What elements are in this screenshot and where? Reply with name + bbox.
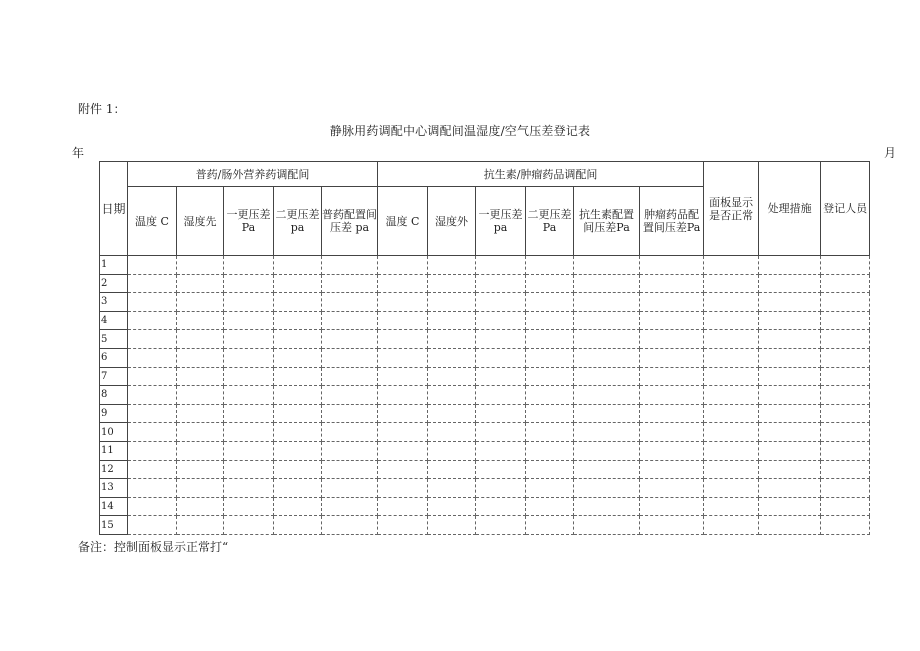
day-number: 6 [100, 348, 128, 367]
entry-cell[interactable] [526, 497, 574, 516]
g1-temperature-header: 温度 C [128, 187, 177, 256]
entry-cell[interactable] [574, 386, 640, 405]
entry-cell[interactable] [574, 497, 640, 516]
entry-cell[interactable] [821, 386, 870, 405]
day-number: 10 [100, 423, 128, 442]
entry-cell[interactable] [428, 479, 476, 498]
entry-cell[interactable] [428, 441, 476, 460]
entry-cell[interactable] [274, 497, 322, 516]
entry-cell[interactable] [704, 441, 759, 460]
entry-cell[interactable] [704, 274, 759, 293]
entry-cell[interactable] [274, 516, 322, 535]
entry-cell[interactable] [759, 367, 821, 386]
entry-cell[interactable] [322, 293, 378, 312]
entry-cell[interactable] [322, 274, 378, 293]
day-number: 7 [100, 367, 128, 386]
entry-cell[interactable] [640, 516, 704, 535]
entry-cell[interactable] [224, 386, 274, 405]
entry-cell[interactable] [128, 423, 177, 442]
entry-cell[interactable] [640, 497, 704, 516]
entry-cell[interactable] [378, 311, 428, 330]
entry-cell[interactable] [821, 516, 870, 535]
entry-cell[interactable] [378, 460, 428, 479]
entry-cell[interactable] [759, 330, 821, 349]
entry-cell[interactable] [476, 330, 526, 349]
entry-cell[interactable] [428, 311, 476, 330]
entry-cell[interactable] [759, 479, 821, 498]
entry-cell[interactable] [526, 256, 574, 275]
entry-cell[interactable] [378, 367, 428, 386]
table-row [100, 386, 870, 405]
g2-temperature-header: 温度 C [378, 187, 428, 256]
entry-cell[interactable] [322, 386, 378, 405]
entry-cell[interactable] [177, 348, 224, 367]
table-row [100, 293, 870, 312]
entry-cell[interactable] [704, 311, 759, 330]
entry-cell[interactable] [640, 423, 704, 442]
entry-cell[interactable] [476, 256, 526, 275]
group1-header: 普药/肠外营养药调配间 [128, 162, 378, 187]
entry-cell[interactable] [574, 423, 640, 442]
entry-cell[interactable] [640, 460, 704, 479]
entry-cell[interactable] [640, 441, 704, 460]
entry-cell[interactable] [821, 330, 870, 349]
entry-cell[interactable] [378, 497, 428, 516]
entry-cell[interactable] [274, 404, 322, 423]
group2-header: 抗生素/肿瘤药品调配间 [378, 162, 704, 187]
table-row [100, 330, 870, 349]
entry-cell[interactable] [704, 367, 759, 386]
entry-cell[interactable] [476, 516, 526, 535]
table-row [100, 274, 870, 293]
entry-cell[interactable] [574, 330, 640, 349]
entry-cell[interactable] [428, 348, 476, 367]
page-title: 静脉用药调配中心调配间温湿度/空气压差登记表 [329, 124, 591, 138]
entry-cell[interactable] [476, 404, 526, 423]
entry-cell[interactable] [640, 256, 704, 275]
entry-cell[interactable] [526, 460, 574, 479]
entry-cell[interactable] [476, 311, 526, 330]
entry-cell[interactable] [128, 256, 177, 275]
entry-cell[interactable] [574, 256, 640, 275]
day-number: 14 [100, 497, 128, 516]
entry-cell[interactable] [128, 367, 177, 386]
entry-cell[interactable] [128, 330, 177, 349]
entry-cell[interactable] [704, 348, 759, 367]
entry-cell[interactable] [224, 516, 274, 535]
entry-cell[interactable] [759, 348, 821, 367]
entry-cell[interactable] [640, 311, 704, 330]
table-row [100, 311, 870, 330]
entry-cell[interactable] [322, 256, 378, 275]
entry-cell[interactable] [428, 367, 476, 386]
entry-cell[interactable] [821, 256, 870, 275]
entry-cell[interactable] [224, 423, 274, 442]
entry-cell[interactable] [574, 293, 640, 312]
entry-cell[interactable] [759, 311, 821, 330]
entry-cell[interactable] [821, 348, 870, 367]
entry-cell[interactable] [704, 404, 759, 423]
entry-cell[interactable] [177, 441, 224, 460]
entry-cell[interactable] [378, 441, 428, 460]
entry-cell[interactable] [322, 330, 378, 349]
entry-cell[interactable] [378, 274, 428, 293]
entry-cell[interactable] [574, 274, 640, 293]
entry-cell[interactable] [322, 348, 378, 367]
day-number: 11 [100, 441, 128, 460]
entry-cell[interactable] [177, 293, 224, 312]
entry-cell[interactable] [128, 311, 177, 330]
entry-cell[interactable] [224, 460, 274, 479]
entry-cell[interactable] [759, 497, 821, 516]
entry-cell[interactable] [704, 497, 759, 516]
entry-cell[interactable] [821, 479, 870, 498]
entry-cell[interactable] [476, 460, 526, 479]
g2-second-change-pressure-header: 二更压差Pa [526, 187, 574, 256]
entry-cell[interactable] [704, 460, 759, 479]
entry-cell[interactable] [821, 441, 870, 460]
entry-cell[interactable] [224, 404, 274, 423]
entry-cell[interactable] [476, 479, 526, 498]
entry-cell[interactable] [274, 274, 322, 293]
entry-cell[interactable] [428, 386, 476, 405]
entry-cell[interactable] [476, 293, 526, 312]
entry-cell[interactable] [177, 423, 224, 442]
entry-cell[interactable] [526, 479, 574, 498]
g2-first-change-pressure-header: 一更压差 pa [476, 187, 526, 256]
entry-cell[interactable] [574, 311, 640, 330]
entry-cell[interactable] [476, 497, 526, 516]
entry-cell[interactable] [526, 516, 574, 535]
table-row [100, 423, 870, 442]
entry-cell[interactable] [177, 497, 224, 516]
entry-cell[interactable] [821, 460, 870, 479]
entry-cell[interactable] [428, 516, 476, 535]
entry-cell[interactable] [476, 423, 526, 442]
entry-cell[interactable] [476, 386, 526, 405]
entry-cell[interactable] [821, 293, 870, 312]
entry-cell[interactable] [177, 516, 224, 535]
entry-cell[interactable] [759, 256, 821, 275]
table-row [100, 404, 870, 423]
entry-cell[interactable] [128, 460, 177, 479]
entry-cell[interactable] [274, 441, 322, 460]
entry-cell[interactable] [177, 274, 224, 293]
entry-cell[interactable] [128, 404, 177, 423]
entry-cell[interactable] [640, 367, 704, 386]
entry-cell[interactable] [574, 441, 640, 460]
entry-cell[interactable] [378, 293, 428, 312]
table-row [100, 516, 870, 535]
entry-cell[interactable] [526, 423, 574, 442]
entry-cell[interactable] [128, 441, 177, 460]
table-row [100, 256, 870, 275]
entry-cell[interactable] [378, 404, 428, 423]
entry-cell[interactable] [177, 404, 224, 423]
entry-cell[interactable] [128, 497, 177, 516]
g1-second-change-pressure-header: 二更压差 pa [274, 187, 322, 256]
entry-cell[interactable] [322, 441, 378, 460]
table-row [100, 460, 870, 479]
entry-cell[interactable] [704, 256, 759, 275]
entry-cell[interactable] [322, 460, 378, 479]
entry-cell[interactable] [128, 386, 177, 405]
entry-cell[interactable] [224, 479, 274, 498]
entry-cell[interactable] [274, 423, 322, 442]
entry-cell[interactable] [821, 367, 870, 386]
entry-cell[interactable] [526, 293, 574, 312]
day-number: 5 [100, 330, 128, 349]
entry-cell[interactable] [274, 460, 322, 479]
entry-cell[interactable] [704, 516, 759, 535]
g2-antibiotic-room-pressure-header: 抗生素配置间压差Pa [574, 187, 640, 256]
entry-cell[interactable] [526, 367, 574, 386]
entry-cell[interactable] [428, 274, 476, 293]
entry-cell[interactable] [128, 516, 177, 535]
entry-cell[interactable] [322, 311, 378, 330]
entry-cell[interactable] [274, 386, 322, 405]
entry-cell[interactable] [476, 441, 526, 460]
entry-cell[interactable] [322, 516, 378, 535]
entry-cell[interactable] [274, 311, 322, 330]
entry-cell[interactable] [640, 330, 704, 349]
entry-cell[interactable] [322, 367, 378, 386]
entry-cell[interactable] [574, 479, 640, 498]
entry-cell[interactable] [428, 460, 476, 479]
entry-cell[interactable] [224, 367, 274, 386]
entry-cell[interactable] [526, 386, 574, 405]
entry-cell[interactable] [704, 423, 759, 442]
entry-cell[interactable] [224, 441, 274, 460]
entry-cell[interactable] [704, 479, 759, 498]
entry-cell[interactable] [704, 293, 759, 312]
entry-cell[interactable] [759, 386, 821, 405]
attachment-label: 附件 1： [78, 102, 126, 116]
day-number: 3 [100, 293, 128, 312]
entry-cell[interactable] [821, 311, 870, 330]
entry-cell[interactable] [640, 386, 704, 405]
entry-cell[interactable] [177, 479, 224, 498]
entry-cell[interactable] [526, 330, 574, 349]
entry-cell[interactable] [224, 311, 274, 330]
entry-cell[interactable] [322, 479, 378, 498]
entry-cell[interactable] [428, 423, 476, 442]
day-number: 9 [100, 404, 128, 423]
entry-cell[interactable] [759, 274, 821, 293]
entry-cell[interactable] [428, 404, 476, 423]
entry-cell[interactable] [128, 479, 177, 498]
date-header: 日期 [100, 162, 128, 256]
entry-cell[interactable] [821, 423, 870, 442]
entry-cell[interactable] [378, 386, 428, 405]
entry-cell[interactable] [128, 293, 177, 312]
entry-cell[interactable] [476, 348, 526, 367]
entry-cell[interactable] [428, 293, 476, 312]
entry-cell[interactable] [476, 274, 526, 293]
entry-cell[interactable] [274, 367, 322, 386]
entry-cell[interactable] [378, 330, 428, 349]
g1-room-pressure-header: 普药配置间压差 pa [322, 187, 378, 256]
entry-cell[interactable] [128, 274, 177, 293]
g1-humidity-header: 湿度先 [177, 187, 224, 256]
entry-cell[interactable] [378, 479, 428, 498]
table-row [100, 348, 870, 367]
entry-cell[interactable] [526, 348, 574, 367]
entry-cell[interactable] [759, 460, 821, 479]
entry-cell[interactable] [224, 348, 274, 367]
registrar-header: 登记人员 [821, 162, 870, 256]
year-label: 年 [72, 146, 85, 160]
entry-cell[interactable] [274, 348, 322, 367]
record-table [99, 161, 870, 535]
entry-cell[interactable] [322, 497, 378, 516]
entry-cell[interactable] [428, 497, 476, 516]
entry-cell[interactable] [274, 293, 322, 312]
day-number: 1 [100, 256, 128, 275]
entry-cell[interactable] [177, 311, 224, 330]
entry-cell[interactable] [640, 348, 704, 367]
entry-cell[interactable] [224, 497, 274, 516]
entry-cell[interactable] [574, 404, 640, 423]
entry-cell[interactable] [476, 367, 526, 386]
entry-cell[interactable] [704, 330, 759, 349]
entry-cell[interactable] [378, 423, 428, 442]
entry-cell[interactable] [224, 330, 274, 349]
entry-cell[interactable] [526, 404, 574, 423]
day-number: 12 [100, 460, 128, 479]
entry-cell[interactable] [378, 348, 428, 367]
entry-cell[interactable] [640, 404, 704, 423]
entry-cell[interactable] [640, 293, 704, 312]
entry-cell[interactable] [574, 348, 640, 367]
entry-cell[interactable] [322, 404, 378, 423]
entry-cell[interactable] [759, 441, 821, 460]
entry-cell[interactable] [821, 274, 870, 293]
entry-cell[interactable] [526, 441, 574, 460]
entry-cell[interactable] [759, 516, 821, 535]
entry-cell[interactable] [177, 330, 224, 349]
entry-cell[interactable] [526, 311, 574, 330]
day-number: 8 [100, 386, 128, 405]
entry-cell[interactable] [574, 516, 640, 535]
entry-cell[interactable] [274, 256, 322, 275]
month-label: 月 [884, 146, 897, 160]
entry-cell[interactable] [378, 256, 428, 275]
entry-cell[interactable] [177, 386, 224, 405]
entry-cell[interactable] [274, 330, 322, 349]
entry-cell[interactable] [759, 423, 821, 442]
entry-cell[interactable] [177, 256, 224, 275]
entry-cell[interactable] [574, 367, 640, 386]
entry-cell[interactable] [322, 423, 378, 442]
day-number: 2 [100, 274, 128, 293]
g2-tumor-room-pressure-header: 肿瘤药品配置间压差Pa [640, 187, 704, 256]
measures-header: 处理措施 [759, 162, 821, 256]
entry-cell[interactable] [574, 460, 640, 479]
entry-cell[interactable] [428, 330, 476, 349]
entry-cell[interactable] [224, 293, 274, 312]
table-row [100, 479, 870, 498]
entry-cell[interactable] [428, 256, 476, 275]
day-number: 15 [100, 516, 128, 535]
entry-cell[interactable] [128, 348, 177, 367]
table-row [100, 367, 870, 386]
entry-cell[interactable] [177, 367, 224, 386]
entry-cell[interactable] [526, 274, 574, 293]
panel-normal-header: 面板显示是否正常 [704, 162, 759, 256]
entry-cell[interactable] [759, 293, 821, 312]
entry-cell[interactable] [378, 516, 428, 535]
day-number: 4 [100, 311, 128, 330]
entry-cell[interactable] [821, 497, 870, 516]
entry-cell[interactable] [224, 274, 274, 293]
entry-cell[interactable] [640, 274, 704, 293]
entry-cell[interactable] [759, 404, 821, 423]
g1-first-change-pressure-header: 一更压差Pa [224, 187, 274, 256]
table-row [100, 497, 870, 516]
day-number: 13 [100, 479, 128, 498]
g2-humidity-header: 湿度外 [428, 187, 476, 256]
footer-note: 备注：控制面板显示正常打“ [78, 540, 229, 554]
entry-cell[interactable] [704, 386, 759, 405]
entry-cell[interactable] [640, 479, 704, 498]
table-row [100, 441, 870, 460]
entry-cell[interactable] [224, 256, 274, 275]
entry-cell[interactable] [274, 479, 322, 498]
entry-cell[interactable] [821, 404, 870, 423]
entry-cell[interactable] [177, 460, 224, 479]
